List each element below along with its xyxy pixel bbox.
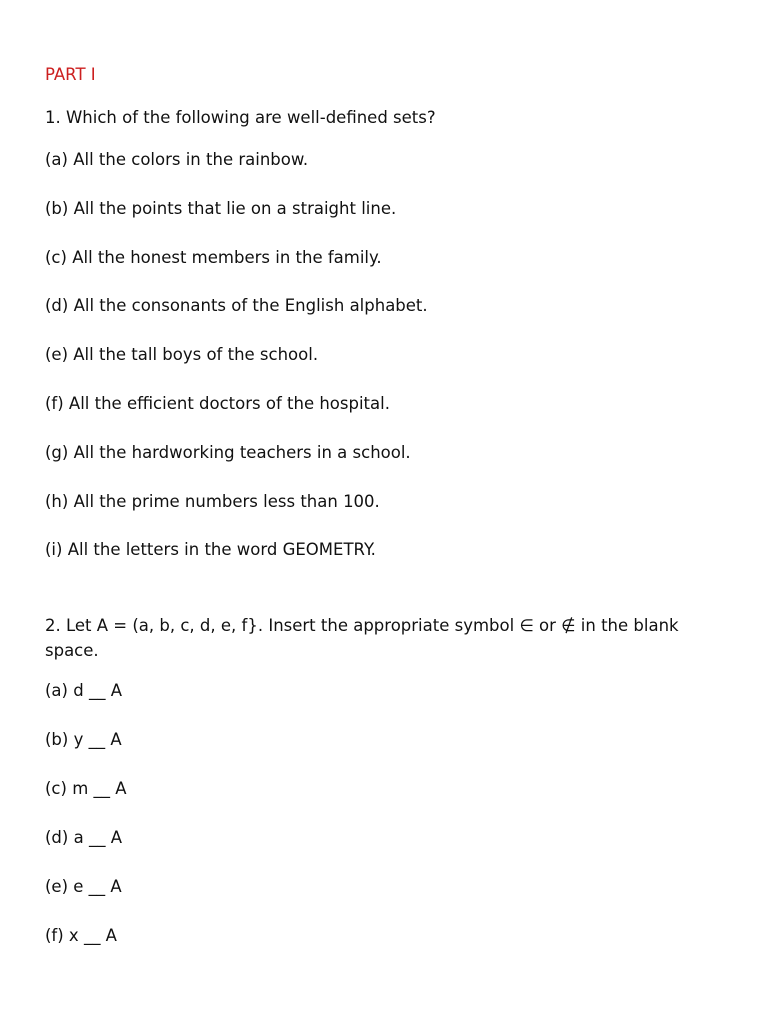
question-1-option-d: (d) All the consonants of the English alphabet. xyxy=(45,296,428,316)
question-2-item-b: (b) y __ A xyxy=(45,730,122,749)
question-2-items xyxy=(45,681,127,975)
part-title: PART I xyxy=(45,65,96,84)
question-2-item-d: (d) a __ A xyxy=(45,828,122,847)
question-1-options xyxy=(45,150,428,589)
question-2-item-a: (a) d __ A xyxy=(45,681,122,700)
question-2-item-f: (f) x __ A xyxy=(45,926,117,945)
question-2-item-c: (c) m __ A xyxy=(45,779,127,798)
question-1-option-a: (a) All the colors in the rainbow. xyxy=(45,150,309,169)
question-2-item-e: (e) e __ A xyxy=(45,877,122,896)
question-1-option-e: (e) All the tall boys of the school. xyxy=(45,345,319,365)
question-1-option-f: (f) All the efficient doctors of the hospital. xyxy=(45,393,390,413)
question-1-option-i: (i) All the letters in the word GEOMETRY. xyxy=(45,540,376,560)
question-1-option-h: (h) All the prime numbers less than 100. xyxy=(45,491,380,511)
question-1-option-c: (c) All the honest members in the family. xyxy=(45,247,382,267)
question-1-option-g: (g) All the hardworking teachers in a school. xyxy=(45,442,411,462)
question-1-prompt: 1. Which of the following are well-defined sets? xyxy=(45,108,436,127)
question-2-prompt: 2. Let A = (a, b, c, d, e, f}. Insert the appropriate symbol ∈ or ∉ in the blank space. xyxy=(45,616,679,660)
question-1-option-b: (b) All the points that lie on a straight line. xyxy=(45,198,397,218)
